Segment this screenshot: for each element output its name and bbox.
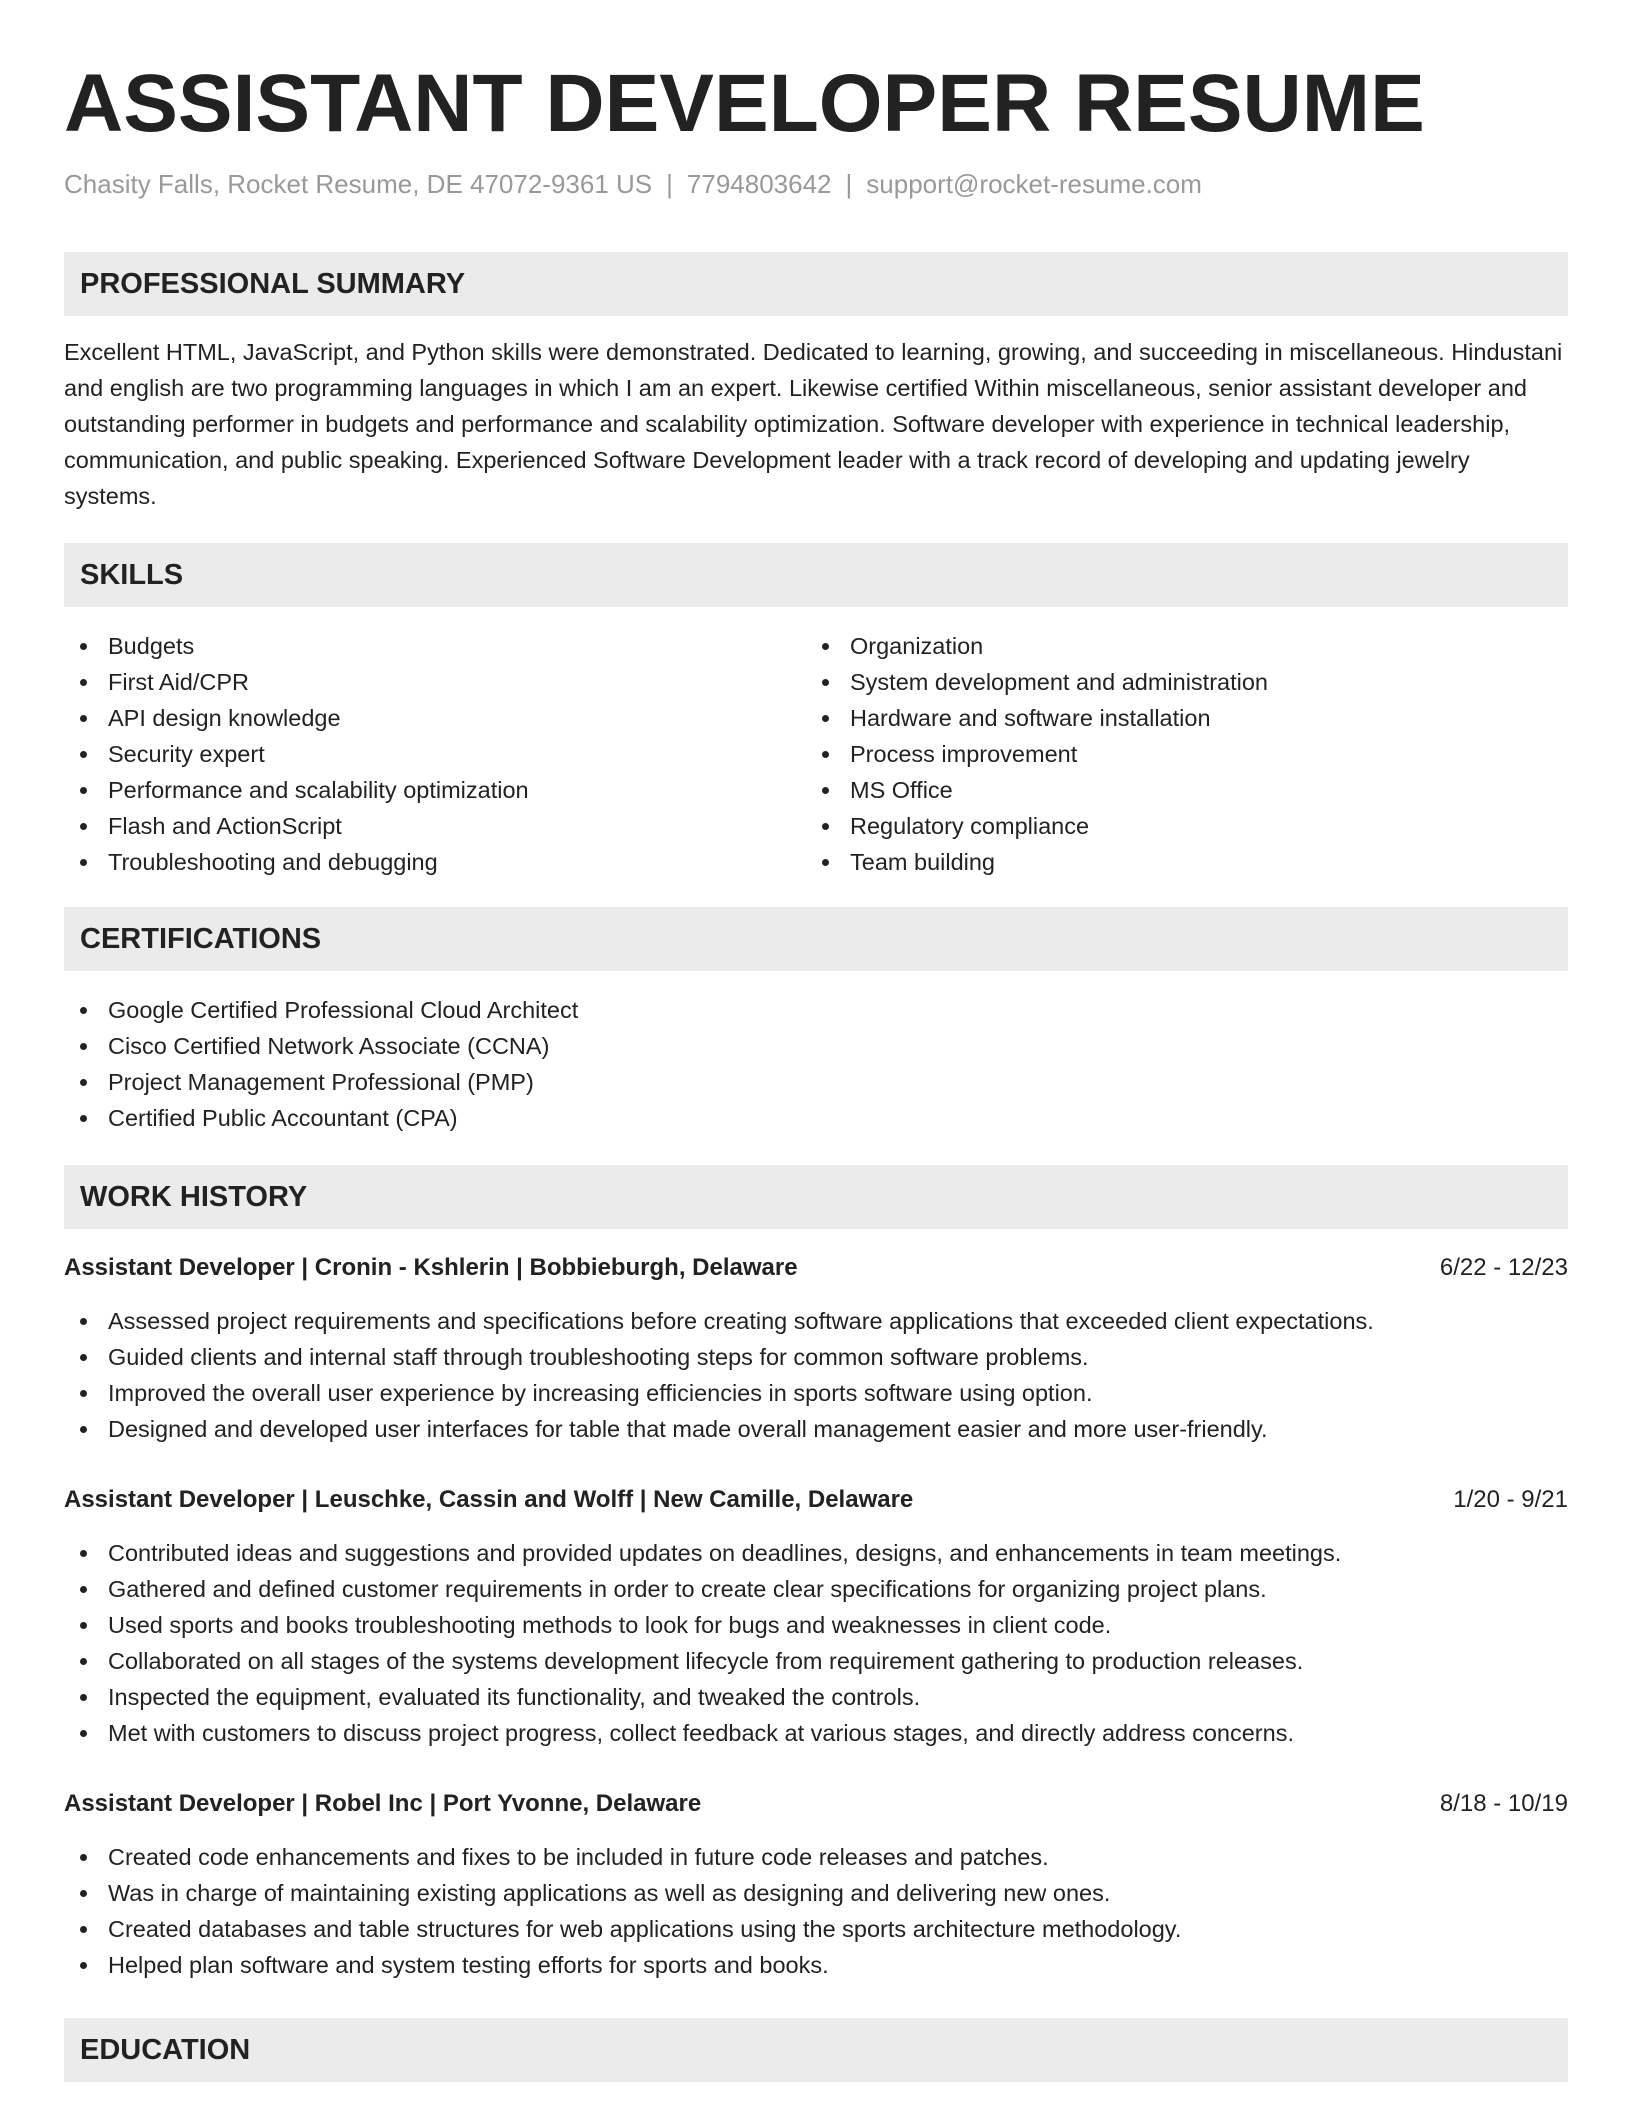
- contact-line: [64, 166, 1202, 202]
- contact-separator: |: [845, 169, 853, 199]
- contact-phone: 7794803642: [686, 169, 832, 199]
- job-bullet-list: [64, 1535, 1341, 1751]
- contact-address: Chasity Falls, Rocket Resume, DE 47072-9361 US: [64, 169, 653, 199]
- contact-separator: |: [666, 169, 673, 199]
- job-bullet: Assessed project requirements and specifications before creating software applications that exceeded client expectations.: [64, 1303, 1374, 1339]
- contact-email[interactable]: support@rocket-resume.com: [866, 169, 1202, 199]
- job-dates: 1/20 - 9/21: [1453, 1486, 1568, 1513]
- skill-item: System development and administration: [806, 664, 1546, 700]
- certification-item: Certified Public Accountant (CPA): [64, 1100, 578, 1136]
- job-bullet: Contributed ideas and suggestions and provided updates on deadlines, designs, and enhancements in team meetings.: [64, 1535, 1341, 1571]
- job-bullet: Improved the overall user experience by increasing efficiencies in sports software using option.: [64, 1375, 1374, 1411]
- skill-item: API design knowledge: [64, 700, 804, 736]
- job-bullet: Met with customers to discuss project progress, collect feedback at various stages, and directly address concerns.: [64, 1715, 1341, 1751]
- job-dates: 8/18 - 10/19: [1439, 1790, 1568, 1817]
- job-title: Assistant Developer | Cronin - Kshlerin | Bobbieburgh, Delaware: [64, 1254, 798, 1281]
- skill-item: Security expert: [64, 736, 804, 772]
- skill-item: Hardware and software installation: [806, 700, 1546, 736]
- job-bullet: Was in charge of maintaining existing applications as well as designing and delivering new ones.: [64, 1875, 1181, 1911]
- skill-item: MS Office: [806, 772, 1546, 808]
- job-title: Assistant Developer | Robel Inc | Port Yvonne, Delaware: [64, 1790, 702, 1817]
- job-bullet: Helped plan software and system testing efforts for sports and books.: [64, 1947, 1181, 1983]
- job-title: Assistant Developer | Leuschke, Cassin and Wolff | New Camille, Delaware: [64, 1486, 914, 1513]
- job-dates: 6/22 - 12/23: [1439, 1254, 1568, 1281]
- skill-item: Regulatory compliance: [806, 808, 1546, 844]
- certification-item: Project Management Professional (PMP): [64, 1064, 578, 1100]
- certifications-list: [64, 992, 578, 1136]
- summary-text: Excellent HTML, JavaScript, and Python skills were demonstrated. Dedicated to learning, growing, and succeeding in miscellaneous. Hindustani and english are two programming languages in which I am an expert. Likewise certified Within miscellaneous, senior assistant developer and outstanding performer in budgets and performance and scalability optimization. Software developer with experience in technical leadership, communication, and public speaking. Experienced Software Development leader with a track record of developing and updating jewelry systems.: [64, 339, 1563, 509]
- education-heading: EDUCATION: [64, 2018, 1568, 2082]
- job-bullet: Collaborated on all stages of the systems development lifecycle from requirement gathering to production releases.: [64, 1643, 1341, 1679]
- job-bullet: Created code enhancements and fixes to be included in future code releases and patches.: [64, 1839, 1181, 1875]
- job-bullet: Created databases and table structures for web applications using the sports architecture methodology.: [64, 1911, 1181, 1947]
- skill-item: Budgets: [64, 628, 804, 664]
- job-bullet: Used sports and books troubleshooting methods to look for bugs and weaknesses in client code.: [64, 1607, 1341, 1643]
- certifications-heading: CERTIFICATIONS: [64, 907, 1568, 971]
- work-history-heading: WORK HISTORY: [64, 1165, 1568, 1229]
- job-bullet-list: [64, 1839, 1181, 1983]
- summary-heading: PROFESSIONAL SUMMARY: [64, 252, 1568, 316]
- skills-list-left: [64, 628, 804, 880]
- skill-item: First Aid/CPR: [64, 664, 804, 700]
- skills-list-right: [806, 628, 1546, 880]
- skill-item: Performance and scalability optimization: [64, 772, 804, 808]
- job-bullet: Guided clients and internal staff through troubleshooting steps for common software problems.: [64, 1339, 1374, 1375]
- skill-item: Organization: [806, 628, 1546, 664]
- skill-item: Team building: [806, 844, 1546, 880]
- job-bullet: Inspected the equipment, evaluated its functionality, and tweaked the controls.: [64, 1679, 1341, 1715]
- skill-item: Troubleshooting and debugging: [64, 844, 804, 880]
- skill-item: Flash and ActionScript: [64, 808, 804, 844]
- skill-item: Process improvement: [806, 736, 1546, 772]
- skills-heading: SKILLS: [64, 543, 1568, 607]
- resume-title: ASSISTANT DEVELOPER RESUME: [64, 58, 1425, 149]
- certification-item: Cisco Certified Network Associate (CCNA): [64, 1028, 578, 1064]
- certification-item: Google Certified Professional Cloud Architect: [64, 992, 578, 1028]
- job-bullet: Designed and developed user interfaces for table that made overall management easier and more user-friendly.: [64, 1411, 1374, 1447]
- job-bullet: Gathered and defined customer requirements in order to create clear specifications for organizing project plans.: [64, 1571, 1341, 1607]
- job-bullet-list: [64, 1303, 1374, 1447]
